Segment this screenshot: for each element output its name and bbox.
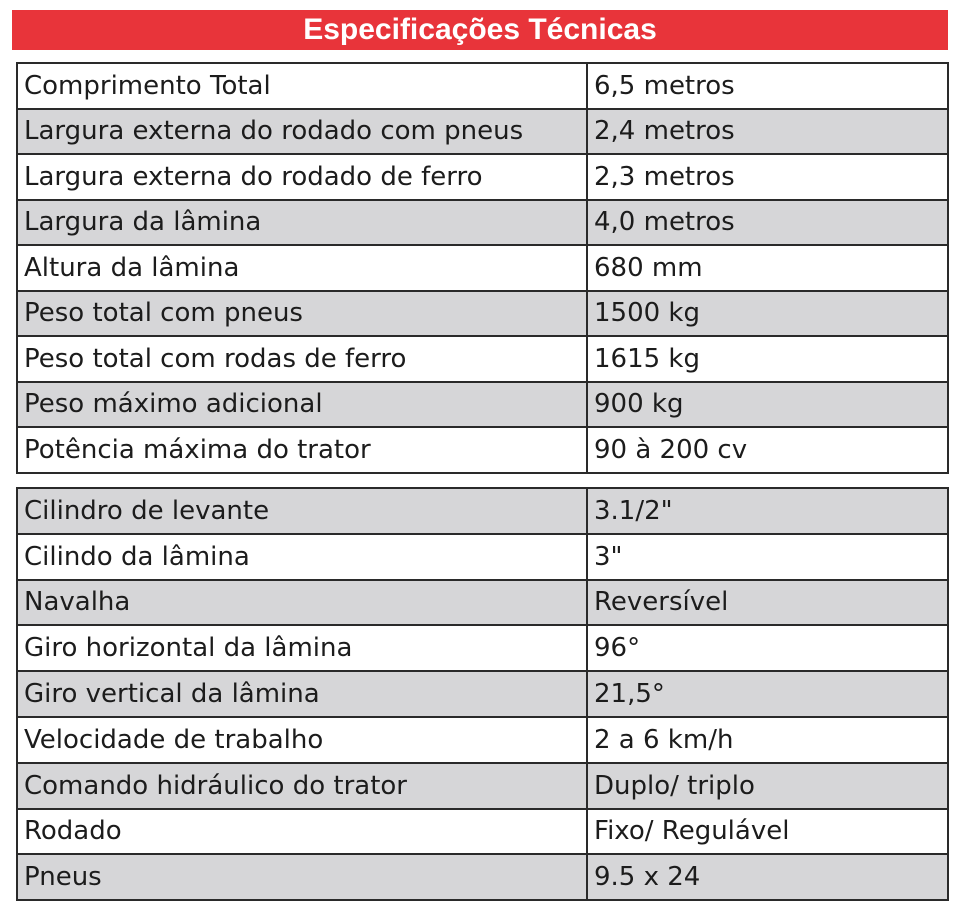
table-row bbox=[17, 625, 948, 671]
table-row bbox=[17, 336, 948, 382]
spec-label: Giro horizontal da lâmina bbox=[17, 625, 587, 671]
spec-value: 680 mm bbox=[587, 245, 948, 291]
table-row bbox=[17, 382, 948, 428]
table-row bbox=[17, 763, 948, 809]
spec-value: 2,3 metros bbox=[587, 154, 948, 200]
table-row bbox=[17, 109, 948, 155]
spec-value: Fixo/ Regulável bbox=[587, 809, 948, 855]
spec-value: 900 kg bbox=[587, 382, 948, 428]
table-row bbox=[17, 427, 948, 473]
spec-label: Rodado bbox=[17, 809, 587, 855]
spec-label: Largura da lâmina bbox=[17, 200, 587, 246]
table-row bbox=[17, 717, 948, 763]
table-row bbox=[17, 291, 948, 337]
spec-value: 96° bbox=[587, 625, 948, 671]
spec-label: Comando hidráulico do trator bbox=[17, 763, 587, 809]
spec-label: Altura da lâmina bbox=[17, 245, 587, 291]
spec-label: Largura externa do rodado com pneus bbox=[17, 109, 587, 155]
spec-label: Potência máxima do trator bbox=[17, 427, 587, 473]
table-row bbox=[17, 154, 948, 200]
spec-value: Reversível bbox=[587, 580, 948, 626]
spec-value: 6,5 metros bbox=[587, 63, 948, 109]
spec-value: 2 a 6 km/h bbox=[587, 717, 948, 763]
spec-value: 90 à 200 cv bbox=[587, 427, 948, 473]
spec-value: 9.5 x 24 bbox=[587, 854, 948, 900]
spec-value: 21,5° bbox=[587, 671, 948, 717]
spec-value: 1615 kg bbox=[587, 336, 948, 382]
spec-value: 2,4 metros bbox=[587, 109, 948, 155]
spec-label: Peso máximo adicional bbox=[17, 382, 587, 428]
spec-value: 3" bbox=[587, 534, 948, 580]
table-row bbox=[17, 809, 948, 855]
table-row bbox=[17, 200, 948, 246]
spec-label: Peso total com pneus bbox=[17, 291, 587, 337]
spec-label: Comprimento Total bbox=[17, 63, 587, 109]
page-title: Especificações Técnicas bbox=[12, 10, 948, 50]
spec-value: 3.1/2" bbox=[587, 488, 948, 534]
spec-value: 4,0 metros bbox=[587, 200, 948, 246]
spec-label: Giro vertical da lâmina bbox=[17, 671, 587, 717]
table-row bbox=[17, 671, 948, 717]
spec-label: Velocidade de trabalho bbox=[17, 717, 587, 763]
table-row bbox=[17, 534, 948, 580]
spec-value: Duplo/ triplo bbox=[587, 763, 948, 809]
specs-table-2 bbox=[16, 487, 949, 901]
table-row bbox=[17, 245, 948, 291]
table-row bbox=[17, 854, 948, 900]
spec-label: Cilindro de levante bbox=[17, 488, 587, 534]
spec-label: Pneus bbox=[17, 854, 587, 900]
spec-value: 1500 kg bbox=[587, 291, 948, 337]
table-row bbox=[17, 488, 948, 534]
spec-label: Navalha bbox=[17, 580, 587, 626]
table-row bbox=[17, 63, 948, 109]
spec-label: Largura externa do rodado de ferro bbox=[17, 154, 587, 200]
specs-table-1 bbox=[16, 62, 949, 474]
spec-label: Cilindo da lâmina bbox=[17, 534, 587, 580]
table-row bbox=[17, 580, 948, 626]
spec-label: Peso total com rodas de ferro bbox=[17, 336, 587, 382]
